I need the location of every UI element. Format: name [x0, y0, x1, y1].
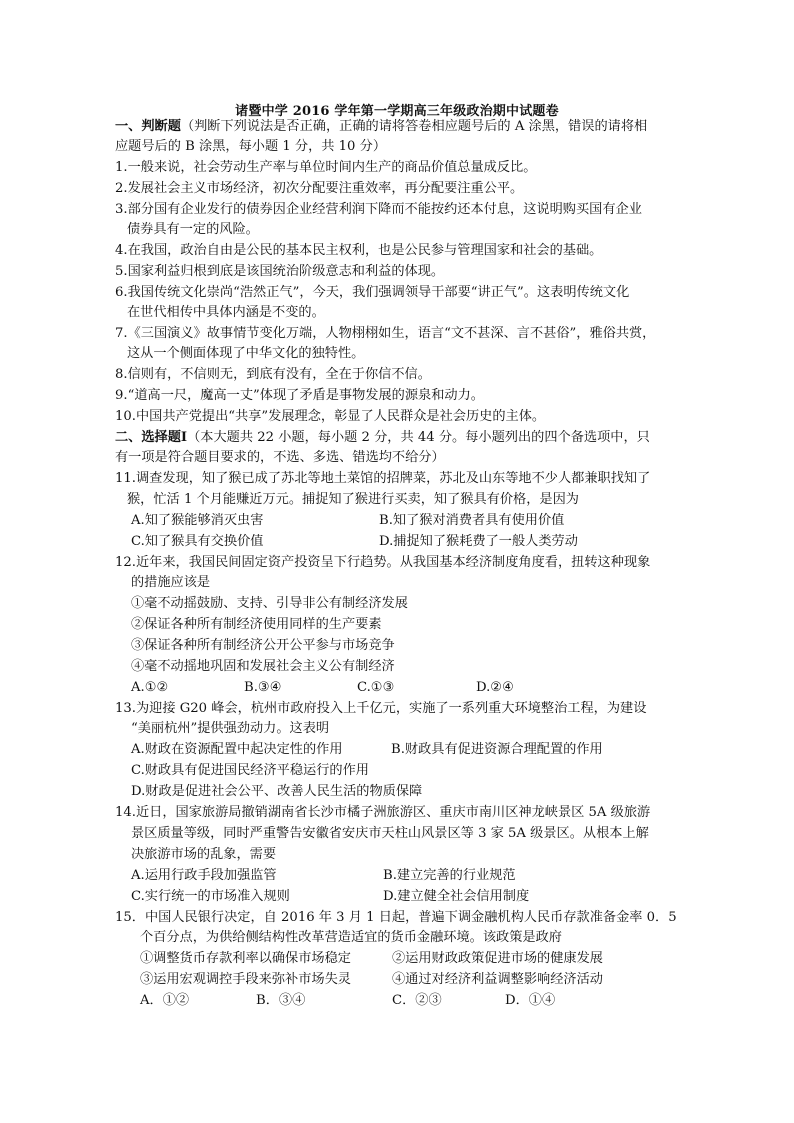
q15-statement-1: ①调整货币存款利率以确保市场稳定 — [140, 951, 351, 966]
question-4: 4.在我国，政治自由是公民的基本民主权利，也是公民参与管理国家和社会的基础。 — [115, 243, 603, 258]
question-8: 8.信则有，不信则无，到底有没有，全在于你信不信。 — [115, 367, 431, 382]
q15-option-c: C．②③ — [392, 993, 442, 1008]
q12-statement-4: ④毫不动摇地巩固和发展社会主义公有制经济 — [131, 659, 395, 674]
q15-statement-4: ④通过对经济利益调整影响经济活动 — [392, 972, 603, 987]
question-13-cont: “美丽杭州”提供强劲动力。这表明 — [131, 721, 330, 736]
section1-instruction: （判断下列说法是否正确，正确的请将答卷相应题号后的 A 涂黑，错误的请将相 — [180, 119, 648, 134]
question-5: 5.国家利益归根到底是该国统治阶级意志和利益的体现。 — [115, 264, 445, 279]
exam-title: 诸暨中学 2016 学年第一学期高三年级政治期中试题卷 — [235, 104, 559, 119]
question-7: 7.《三国演义》故事情节变化万端，人物栩栩如生，语言“文不甚深、言不甚俗”，雅俗共赏， — [115, 326, 656, 341]
question-10: 10.中国共产党提出“共享”发展理念，彰显了人民群众是社会历史的主体。 — [115, 409, 546, 424]
q11-option-a: A.知了猴能够消灭虫害 — [131, 513, 264, 528]
question-7-cont: 这从一个侧面体现了中华文化的独特性。 — [127, 346, 365, 361]
q12-option-c: C.①③ — [357, 680, 395, 695]
q15-option-a: A．①② — [140, 993, 190, 1008]
question-15: 15．中国人民银行决定，自 2016 年 3 月 1 日起，普遍下调金融机构人民币存款准备金率 0．5 — [115, 910, 677, 925]
question-6: 6.我国传统文化崇尚“浩然正气”，今天，我们强调领导干部要“讲正气”。这表明传统文化 — [115, 285, 630, 300]
section2-instruction: （本大题共 22 小题，每小题 2 分，共 44 分。每小题列出的四个备选项中，只 — [187, 430, 650, 445]
section1-instruction-cont: 应题号后的 B 涂黑，每小题 1 分，共 10 分） — [115, 139, 387, 154]
question-2: 2.发展社会主义市场经济，初次分配要注重效率，再分配要注重公平。 — [115, 181, 524, 196]
q12-option-a: A.①② — [131, 680, 169, 695]
section2-instruction-cont: 有一项是符合题目要求的，不选、多选、错选均不给分） — [115, 450, 445, 465]
question-6-cont: 在世代相传中具体内涵是不变的。 — [127, 305, 325, 320]
q11-option-b: B.知了猴对消费者具有使用价值 — [379, 513, 565, 528]
q12-statement-2: ②保证各种所有制经济使用同样的生产要素 — [131, 617, 382, 632]
q12-option-b: B.③④ — [244, 680, 282, 695]
question-11-cont: 猴，忙活 1 个月能赚近万元。捕捉知了猴进行买卖，知了猴具有价格，是因为 — [127, 492, 579, 507]
q12-statement-3: ③保证各种所有制经济公开公平参与市场竞争 — [131, 638, 395, 653]
section1-header-line — [115, 118, 647, 136]
q13-option-d: D.财政是促进社会公平、改善人民生活的物质保障 — [131, 784, 423, 799]
question-12-cont: 的措施应该是 — [131, 575, 211, 590]
q11-option-c: C.知了猴具有交换价值 — [131, 534, 264, 549]
q12-option-d: D.②④ — [476, 680, 514, 695]
question-1: 1.一般来说，社会劳动生产率与单位时间内生产的商品价值总量成反比。 — [115, 160, 537, 175]
section1-heading: 一、判断题 — [115, 119, 181, 134]
q11-option-d: D.捕捉知了猴耗费了一般人类劳动 — [379, 534, 578, 549]
question-14-cont-1: 景区质量等级，同时严重警告安徽省安庆市天柱山风景区等 3 家 5A 级景区。从根本上解 — [131, 826, 649, 841]
section2-heading: 二、选择题Ⅰ — [115, 430, 188, 445]
q14-option-c: C.实行统一的市场准入规则 — [131, 889, 290, 904]
q14-option-b: B.建立完善的行业规范 — [383, 868, 516, 883]
q13-option-c: C.财政具有促进国民经济平稳运行的作用 — [131, 763, 369, 778]
q15-statement-3: ③运用宏观调控手段来弥补市场失灵 — [140, 972, 351, 987]
section2-header-line — [115, 429, 650, 447]
question-13: 13.为迎接 G20 峰会，杭州市政府投入上千亿元，实施了一系列重大环境整治工程，为建设 — [115, 701, 647, 716]
q12-statement-1: ①毫不动摇鼓励、支持、引导非公有制经济发展 — [131, 596, 408, 611]
question-3: 3.部分国有企业发行的债券因企业经营利润下降而不能按约还本付息，这说明购买国有企业 — [115, 202, 642, 217]
question-9: 9.“道高一尺，魔高一丈”体现了矛盾是事物发展的源泉和动力。 — [115, 388, 484, 403]
q13-option-b: B.财政具有促进资源合理配置的作用 — [391, 742, 603, 757]
question-11: 11.调查发现，知了猴已成了苏北等地土菜馆的招牌菜，苏北及山东等地不少人都兼职找知了 — [115, 471, 651, 486]
q14-option-a: A.运用行政手段加强监管 — [131, 868, 277, 883]
question-14-cont-2: 决旅游市场的乱象，需要 — [131, 847, 277, 862]
q15-option-b: B．③④ — [256, 993, 306, 1008]
q15-option-d: D．①④ — [505, 993, 556, 1008]
question-15-cont: 个百分点，为供给侧结构性改革营造适宜的货币金融环境。该政策是政府 — [140, 930, 562, 945]
question-14: 14.近日，国家旅游局撤销湖南省长沙市橘子洲旅游区、重庆市南川区神龙峡景区 5A 级旅游 — [115, 805, 651, 820]
question-12: 12.近年来，我国民间固定资产投资呈下行趋势。从我国基本经济制度角度看，扭转这种现象 — [115, 555, 651, 570]
q14-option-d: D.建立健全社会信用制度 — [383, 889, 530, 904]
q13-option-a: A.财政在资源配置中起决定性的作用 — [131, 742, 343, 757]
q15-statement-2: ②运用财政政策促进市场的健康发展 — [392, 951, 603, 966]
question-3-cont: 债券具有一定的风险。 — [127, 222, 259, 237]
